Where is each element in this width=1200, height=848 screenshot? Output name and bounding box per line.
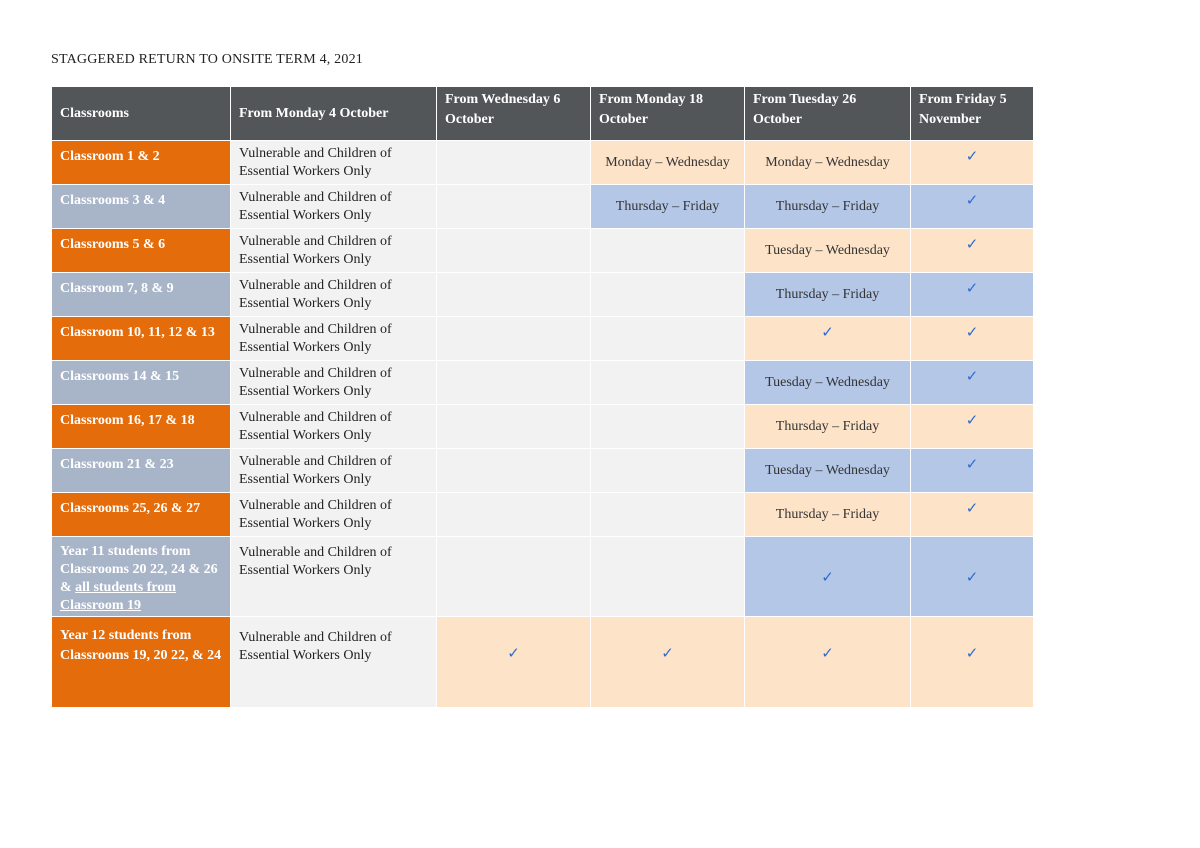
schedule-cell: Monday – Wednesday — [745, 141, 911, 185]
header-tue-26-oct: From Tuesday 26 October — [745, 87, 911, 141]
classroom-label-underlined: all students from Classroom 19 — [60, 580, 177, 613]
empty-cell — [437, 405, 591, 449]
empty-cell — [437, 229, 591, 273]
check-icon: ✓ — [911, 493, 1034, 537]
table-row — [52, 405, 1034, 449]
empty-cell — [437, 317, 591, 361]
status-cell: Vulnerable and Children of Essential Workers Only — [231, 361, 437, 405]
schedule-cell: Thursday – Friday — [591, 185, 745, 229]
table-row — [52, 493, 1034, 537]
status-cell: Vulnerable and Children of Essential Workers Only — [231, 185, 437, 229]
check-icon: ✓ — [745, 617, 911, 708]
empty-cell — [437, 185, 591, 229]
check-icon: ✓ — [911, 317, 1034, 361]
empty-cell — [591, 273, 745, 317]
return-schedule-table — [51, 86, 1034, 708]
check-icon: ✓ — [911, 229, 1034, 273]
table-row — [52, 273, 1034, 317]
table-row — [52, 537, 1034, 617]
empty-cell — [591, 317, 745, 361]
header-fri-5-nov: From Friday 5 November — [911, 87, 1034, 141]
status-cell: Vulnerable and Children of Essential Workers Only — [231, 317, 437, 361]
empty-cell — [437, 537, 591, 617]
schedule-cell: Thursday – Friday — [745, 185, 911, 229]
table-row — [52, 361, 1034, 405]
header-classrooms: Classrooms — [52, 87, 231, 141]
classroom-label: Classrooms 14 & 15 — [52, 361, 231, 405]
empty-cell — [591, 537, 745, 617]
empty-cell — [591, 229, 745, 273]
schedule-cell: Tuesday – Wednesday — [745, 361, 911, 405]
check-icon: ✓ — [911, 537, 1034, 617]
schedule-cell: Tuesday – Wednesday — [745, 449, 911, 493]
check-icon: ✓ — [911, 185, 1034, 229]
classroom-label: Classrooms 25, 26 & 27 — [52, 493, 231, 537]
classroom-label: Classroom 10, 11, 12 & 13 — [52, 317, 231, 361]
status-cell: Vulnerable and Children of Essential Workers Only — [231, 493, 437, 537]
classroom-label — [52, 537, 231, 617]
empty-cell — [591, 493, 745, 537]
empty-cell — [591, 361, 745, 405]
document-title: STAGGERED RETURN TO ONSITE TERM 4, 2021 — [51, 52, 363, 67]
classroom-label: Classroom 16, 17 & 18 — [52, 405, 231, 449]
status-cell: Vulnerable and Children of Essential Workers Only — [231, 537, 437, 617]
header-mon-18-oct: From Monday 18 October — [591, 87, 745, 141]
header-mon-4-oct: From Monday 4 October — [231, 87, 437, 141]
check-icon: ✓ — [745, 317, 911, 361]
schedule-cell: Thursday – Friday — [745, 493, 911, 537]
classroom-label: Classroom 21 & 23 — [52, 449, 231, 493]
classroom-label: Classroom 7, 8 & 9 — [52, 273, 231, 317]
classroom-label: Year 12 students from Classrooms 19, 20 22, & 24 — [52, 617, 231, 708]
status-cell: Vulnerable and Children of Essential Workers Only — [231, 405, 437, 449]
table-row — [52, 229, 1034, 273]
status-cell: Vulnerable and Children of Essential Workers Only — [231, 141, 437, 185]
check-icon: ✓ — [591, 617, 745, 708]
empty-cell — [437, 493, 591, 537]
schedule-cell: Thursday – Friday — [745, 273, 911, 317]
empty-cell — [591, 405, 745, 449]
status-cell: Vulnerable and Children of Essential Workers Only — [231, 273, 437, 317]
empty-cell — [437, 449, 591, 493]
empty-cell — [437, 361, 591, 405]
status-cell: Vulnerable and Children of Essential Workers Only — [231, 449, 437, 493]
check-icon: ✓ — [911, 449, 1034, 493]
check-icon: ✓ — [911, 361, 1034, 405]
schedule-cell: Monday – Wednesday — [591, 141, 745, 185]
table-row — [52, 449, 1034, 493]
check-icon: ✓ — [437, 617, 591, 708]
classroom-label: Classroom 1 & 2 — [52, 141, 231, 185]
header-wed-6-oct: From Wednesday 6 October — [437, 87, 591, 141]
empty-cell — [437, 141, 591, 185]
classroom-label: Classrooms 3 & 4 — [52, 185, 231, 229]
status-cell: Vulnerable and Children of Essential Workers Only — [231, 229, 437, 273]
schedule-cell: Thursday – Friday — [745, 405, 911, 449]
check-icon: ✓ — [911, 617, 1034, 708]
classroom-label-text: Year 11 students from Classrooms 20 22, 24 & 26 & — [60, 544, 218, 595]
table-row — [52, 617, 1034, 708]
classroom-label: Classrooms 5 & 6 — [52, 229, 231, 273]
header-row — [52, 87, 1034, 141]
table-row — [52, 141, 1034, 185]
status-cell: Vulnerable and Children of Essential Workers Only — [231, 617, 437, 708]
empty-cell — [437, 273, 591, 317]
table-row — [52, 185, 1034, 229]
table-row — [52, 317, 1034, 361]
empty-cell — [591, 449, 745, 493]
check-icon: ✓ — [911, 405, 1034, 449]
check-icon: ✓ — [911, 141, 1034, 185]
check-icon: ✓ — [911, 273, 1034, 317]
check-icon: ✓ — [745, 537, 911, 617]
schedule-cell: Tuesday – Wednesday — [745, 229, 911, 273]
